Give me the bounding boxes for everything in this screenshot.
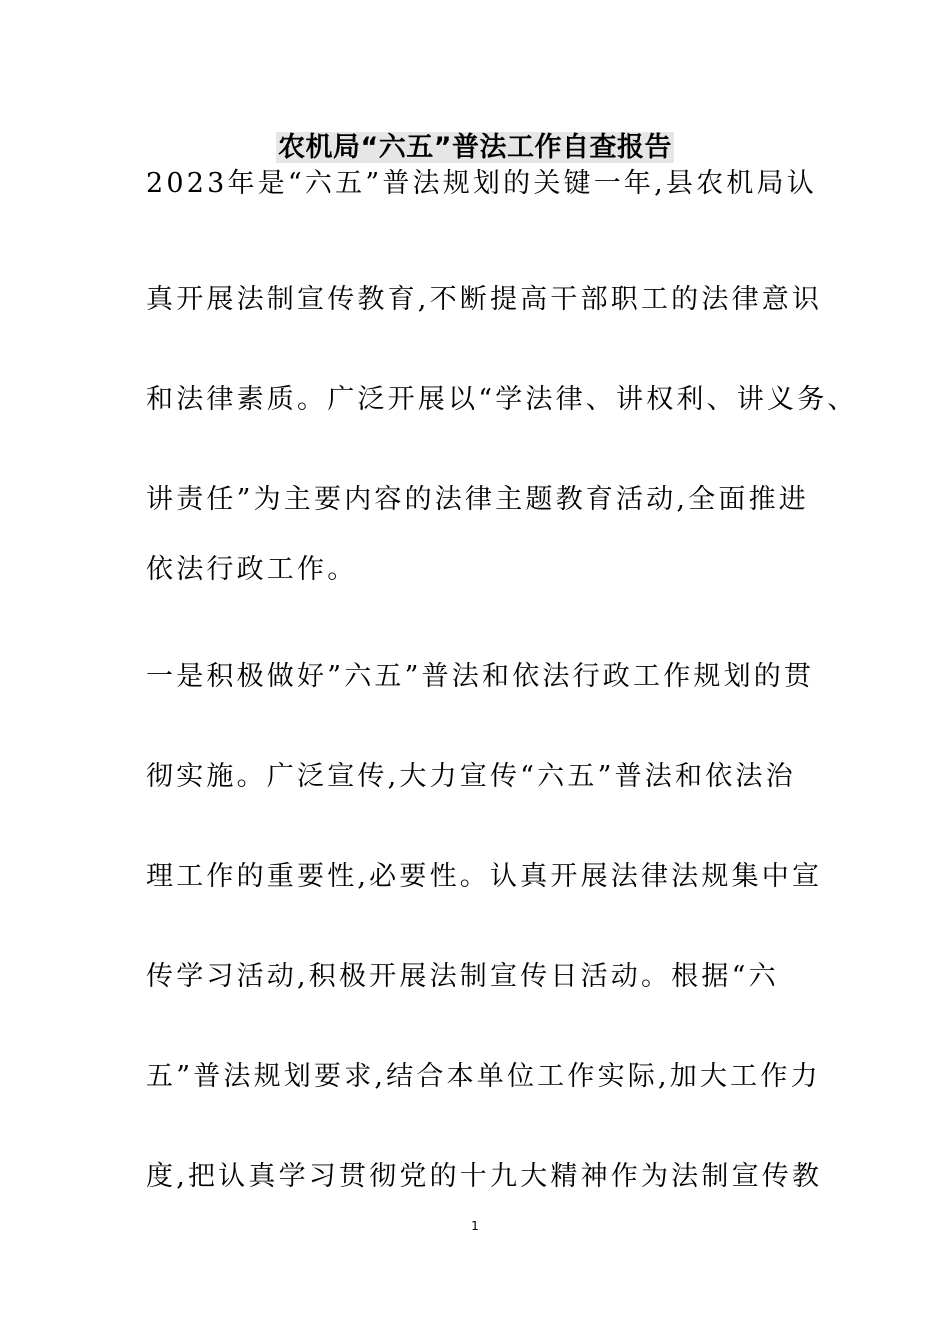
body-line-4: 讲责任”为主要内容的法律主题教育活动,全面推进	[146, 484, 809, 515]
document-title	[0, 128, 950, 168]
body-line-9: 传学习活动,积极开展法制宣传日活动。根据“六	[146, 961, 779, 992]
body-line-8: 理工作的重要性,必要性。认真开展法律法规集中宣	[146, 861, 823, 892]
page-number: 1	[471, 1219, 479, 1233]
document-title-text: 农机局“六五”普法工作自查报告	[278, 132, 672, 163]
body-line-2: 真开展法制宣传教育,不断提高干部职工的法律意识	[146, 284, 823, 315]
body-line-1: 2023年是“六五”普法规划的关键一年,县农机局认	[146, 168, 817, 199]
body-line-11: 度,把认真学习贯彻党的十九大精神作为法制宣传教	[146, 1161, 823, 1192]
body-line-5: 依法行政工作。	[146, 554, 358, 585]
body-line-10: 五”普法规划要求,结合本单位工作实际,加大工作力	[146, 1061, 821, 1092]
body-line-6: 一是积极做好”六五”普法和依法行政工作规划的贯	[146, 661, 815, 692]
body-line-7: 彻实施。广泛宣传,大力宣传“六五”普法和依法治	[146, 761, 796, 792]
body-line-3: 和法律素质。广泛开展以“学法律、讲权利、讲义务、	[146, 384, 858, 415]
